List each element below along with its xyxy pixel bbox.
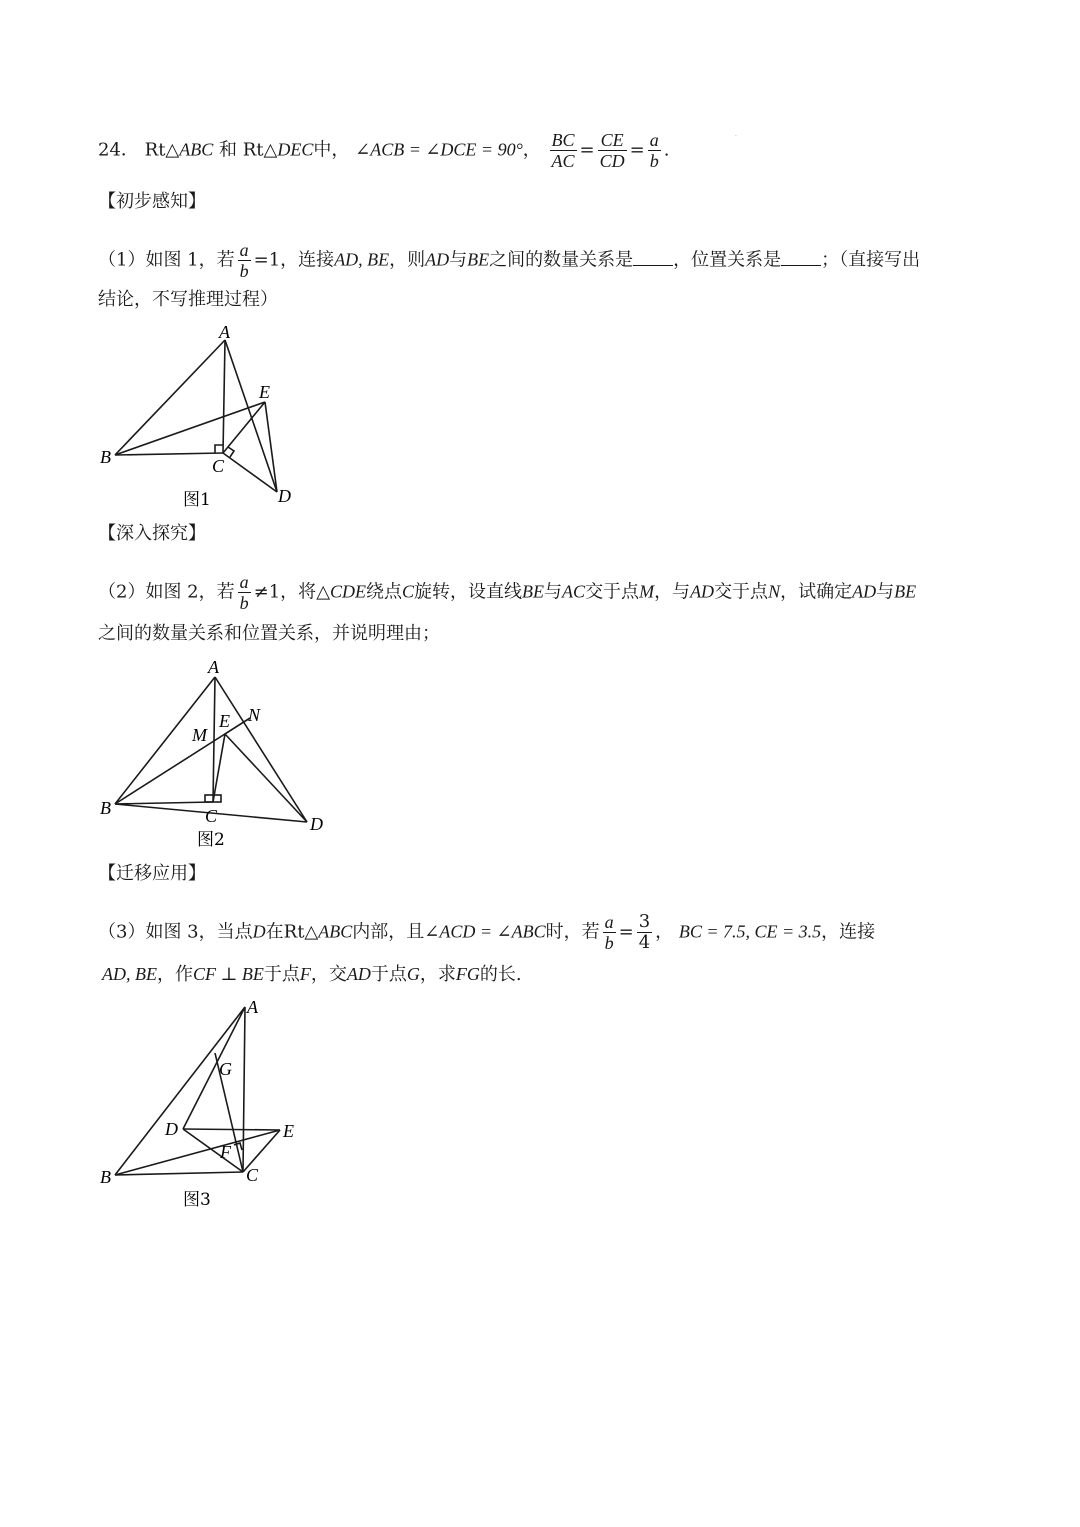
segment-be: BE xyxy=(522,581,545,602)
fraction-a-b xyxy=(238,572,251,613)
text: ≠1，将 xyxy=(253,581,317,603)
segment-be: BE xyxy=(894,581,917,602)
segments-ad-be: AD, BE xyxy=(102,964,157,984)
frac-num: 3 xyxy=(638,911,651,932)
figure-1 xyxy=(95,320,325,519)
fraction-ce-cd xyxy=(598,130,627,171)
label-B: B xyxy=(100,798,111,818)
perpendicular-cf-be: CF ⊥ BE xyxy=(192,964,264,984)
point-d: D xyxy=(252,921,266,942)
rt-symbol: Rt△ xyxy=(144,139,180,161)
label-G: G xyxy=(219,1059,232,1079)
section3-line2 xyxy=(102,962,522,987)
text: =1，连接 xyxy=(253,249,335,271)
angle-condition: ∠ACB = ∠DCE = 90° xyxy=(355,139,523,160)
text: 于点 xyxy=(263,964,300,985)
text: ，与 xyxy=(654,581,691,603)
figure-2-caption: 图2 xyxy=(197,830,225,850)
frac-num: BC xyxy=(551,130,575,150)
frac-num: a xyxy=(649,130,659,150)
point-n: N xyxy=(768,581,781,602)
question-number: 24． xyxy=(98,139,139,161)
text: 与 xyxy=(876,581,895,603)
figure-2-svg xyxy=(95,652,345,852)
in-text: 中， xyxy=(313,139,350,161)
text: ，求 xyxy=(419,964,456,985)
triangle-cde: △CDE xyxy=(316,581,367,602)
label-A: A xyxy=(247,997,258,1017)
label-B: B xyxy=(100,1167,111,1187)
text: （2）如图 2，若 xyxy=(98,581,235,603)
text: 绕点 xyxy=(366,581,403,603)
text: 于点 xyxy=(370,964,407,985)
label-D: D xyxy=(310,814,323,834)
frac-den: b xyxy=(604,933,614,953)
frac-den: AC xyxy=(551,151,575,171)
label-E: E xyxy=(283,1121,294,1141)
figure-3-caption: 图3 xyxy=(183,1190,211,1210)
label-C: C xyxy=(246,1165,259,1185)
figure-1-caption: 图1 xyxy=(183,490,211,510)
text: （3）如图 3，当点 xyxy=(98,921,253,943)
text: 在 xyxy=(265,921,284,943)
equals: = xyxy=(579,139,595,161)
text: 时，若 xyxy=(545,921,600,943)
section3-heading: 【迁移应用】 xyxy=(98,863,206,884)
segments-ad-be: AD, BE xyxy=(334,249,390,270)
text: ，作 xyxy=(156,964,193,985)
figure-1-svg xyxy=(95,320,325,515)
and-text: 和 xyxy=(219,139,238,161)
point-f: F xyxy=(299,964,311,984)
text: 的长. xyxy=(479,964,522,985)
text: 交于点 xyxy=(585,581,640,603)
triangle-abc: ABC xyxy=(179,139,214,160)
frac-den: CD xyxy=(599,151,625,171)
section3-paragraph xyxy=(98,912,875,953)
text: 内部，且 xyxy=(352,921,425,943)
answer-blank-quantity[interactable] xyxy=(633,249,673,266)
text: 旋转，设直线 xyxy=(414,581,523,603)
figure-3-svg xyxy=(95,995,335,1215)
segment-be: BE xyxy=(467,249,490,270)
section1-heading: 【初步感知】 xyxy=(98,191,206,212)
frac-den: b xyxy=(239,261,249,281)
triangle-abc: ABC xyxy=(318,921,353,942)
label-C: C xyxy=(205,806,218,826)
text: （1）如图 1，若 xyxy=(98,249,235,271)
label-A: A xyxy=(208,657,219,677)
text: ， xyxy=(655,921,674,943)
label-C: C xyxy=(212,456,225,476)
text: 与 xyxy=(449,249,468,271)
equals: = xyxy=(629,139,645,161)
rt-symbol: Rt△ xyxy=(283,921,319,943)
segment-ad: AD xyxy=(346,964,371,984)
fraction-3-4 xyxy=(637,912,652,953)
text: 与 xyxy=(544,581,563,603)
text: ，试确定 xyxy=(780,581,853,603)
label-D: D xyxy=(165,1119,178,1139)
text: 之间的数量关系是 xyxy=(489,249,634,271)
frac-den: b xyxy=(239,593,249,613)
rt-symbol-2: Rt△ xyxy=(242,139,278,161)
point-g: G xyxy=(406,964,420,984)
segment-ac: AC xyxy=(562,581,586,602)
text: ；（直接写出 xyxy=(821,249,921,271)
fraction-a-b xyxy=(603,912,616,953)
fraction-bc-ac xyxy=(550,130,577,171)
frac-num: a xyxy=(239,572,249,592)
text: ，位置关系是 xyxy=(673,249,782,271)
figure-3 xyxy=(95,995,335,1219)
answer-blank-position[interactable] xyxy=(781,249,821,266)
frac-num: a xyxy=(604,912,614,932)
text: ，连接 xyxy=(821,921,876,943)
section1-line2: 结论，不写推理过程） xyxy=(98,289,278,310)
fraction-a-b xyxy=(648,130,661,171)
text: 交于点 xyxy=(714,581,769,603)
label-E: E xyxy=(259,382,270,402)
section2-line2: 之间的数量关系和位置关系，并说明理由； xyxy=(98,623,440,644)
section1-paragraph xyxy=(98,240,920,281)
segment-fg: FG xyxy=(455,964,480,984)
label-D: D xyxy=(278,486,291,506)
point-m: M xyxy=(639,581,655,602)
frac-num: a xyxy=(239,240,249,260)
segment-ad: AD xyxy=(425,249,450,270)
frac-den: 4 xyxy=(638,932,651,953)
section2-paragraph xyxy=(98,572,916,613)
comma: ， xyxy=(522,139,541,161)
question-intro xyxy=(98,130,669,171)
label-A: A xyxy=(219,322,230,342)
stray-dot: · xyxy=(735,133,737,140)
fraction-a-b xyxy=(238,240,251,281)
section2-heading: 【深入探究】 xyxy=(98,523,206,544)
label-E: E xyxy=(219,711,230,731)
label-B: B xyxy=(100,447,111,467)
equals: = xyxy=(618,921,634,943)
label-N: N xyxy=(248,705,261,725)
frac-num: CE xyxy=(598,130,627,151)
figure-2 xyxy=(95,652,345,856)
label-F: F xyxy=(220,1142,231,1162)
given-values: BC = 7.5, CE = 3.5 xyxy=(678,921,822,942)
segment-ad: AD xyxy=(690,581,715,602)
period: . xyxy=(663,139,670,161)
angle-condition: ∠ACD = ∠ABC xyxy=(424,921,546,942)
text: ，则 xyxy=(389,249,426,271)
label-M: M xyxy=(192,725,207,745)
point-c: C xyxy=(402,581,415,602)
frac-den: b xyxy=(649,151,659,171)
segment-ad: AD xyxy=(852,581,877,602)
triangle-dec: DEC xyxy=(277,139,314,160)
text: ，交 xyxy=(310,964,347,985)
